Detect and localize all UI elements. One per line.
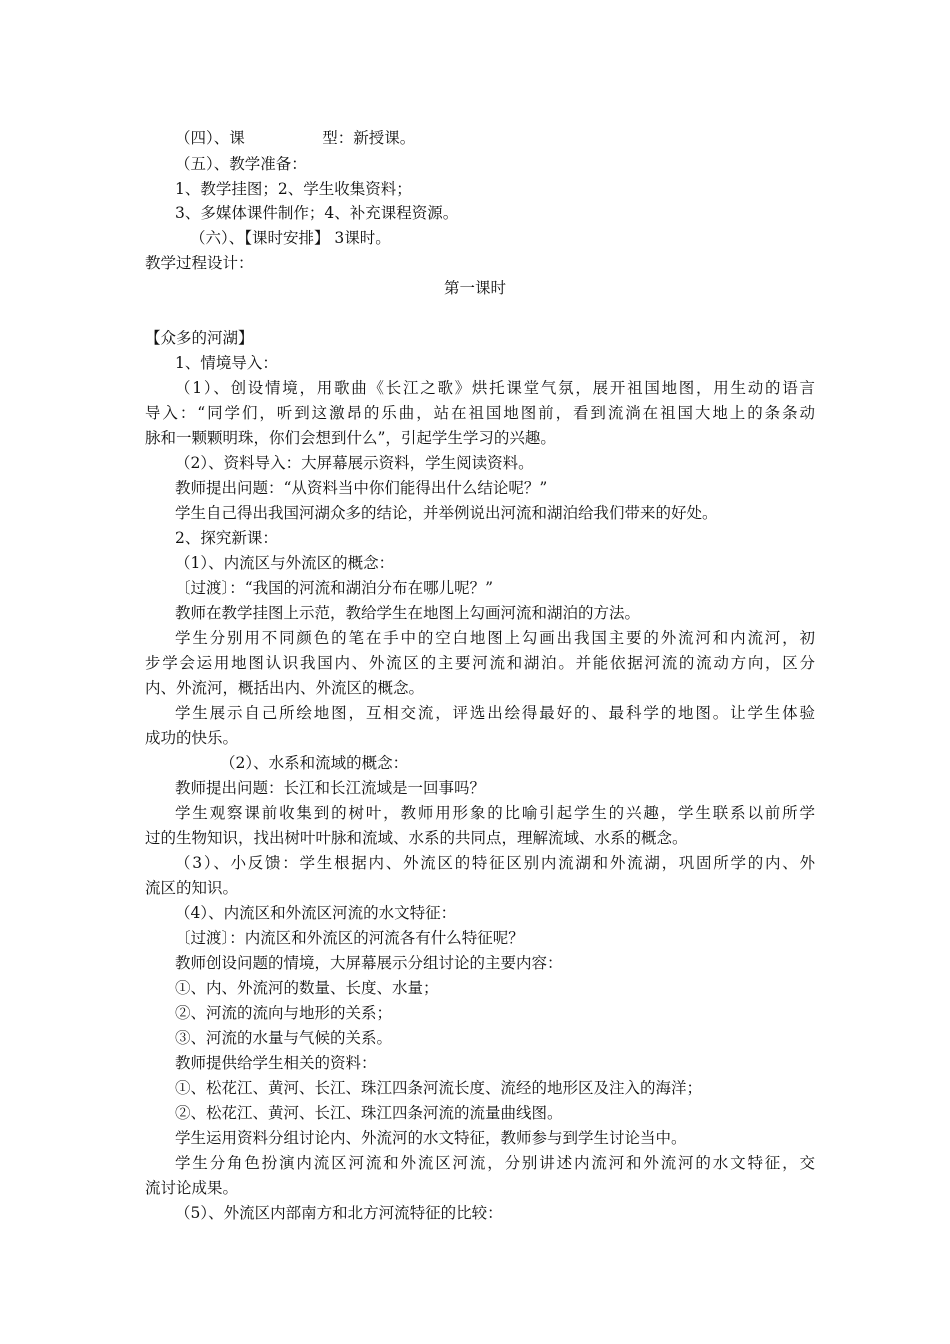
subheading: （5）、外流区内部南方和北方河流特征的比较：	[175, 1204, 503, 1222]
step-1-heading: 1、情境导入：	[175, 354, 278, 372]
paragraph-line: （3）、小反馈：学生根据内、外流区的特征区别内流湖和外流湖，巩固所学的内、外	[175, 854, 815, 872]
paragraph-line: 成功的快乐。	[145, 729, 239, 747]
paragraph-line: （2）、资料导入：大屏幕展示资料，学生阅读资料。	[175, 454, 534, 472]
paragraph-line: 流区的知识。	[145, 879, 239, 897]
lesson-title: 第一课时	[443, 279, 506, 297]
list-item: ②、松花江、黄河、长江、珠江四条河流的流量曲线图。	[175, 1104, 563, 1122]
paragraph-line: 学生自己得出我国河湖众多的结论，并举例说出河流和湖泊给我们带来的好处。	[175, 504, 718, 522]
paragraph-line: 〔过渡〕：“我国的河流和湖泊分布在哪儿呢？”	[175, 579, 494, 597]
paragraph-line: 导入：“同学们，听到这激昂的乐曲，站在祖国地图前，看到流淌在祖国大地上的条条动	[145, 404, 815, 422]
section-title: 【众多的河湖】	[145, 329, 254, 347]
paragraph-line: 学生展示自己所绘地图，互相交流，评选出绘得最好的、最科学的地图。让学生体验	[175, 704, 815, 722]
list-item: ①、松花江、黄河、长江、珠江四条河流长度、流经的地形区及注入的海洋；	[175, 1079, 703, 1097]
subheading: （4）、内流区和外流区河流的水文特征：	[175, 904, 457, 922]
list-item: ①、内、外流河的数量、长度、水量；	[175, 979, 439, 997]
step-2-heading: 2、探究新课：	[175, 529, 278, 547]
paragraph-line: 学生分别用不同颜色的笔在手中的空白地图上勾画出我国主要的外流河和内流河，初	[175, 629, 815, 647]
subheading: （2）、水系和流域的概念：	[220, 754, 409, 772]
paragraph-line: 流讨论成果。	[145, 1179, 239, 1197]
paragraph-line: 学生分角色扮演内流区河流和外流区河流，分别讲述内流河和外流河的水文特征，交	[175, 1154, 815, 1172]
paragraph-line: 学生运用资料分组讨论内、外流河的水文特征，教师参与到学生讨论当中。	[175, 1129, 687, 1147]
paragraph-line: 步学会运用地图认识我国内、外流区的主要河流和湖泊。并能依据河流的流动方向，区分	[145, 654, 815, 672]
paragraph-line: 脉和一颗颗明珠，你们会想到什么”，引起学生学习的兴趣。	[145, 429, 556, 447]
paragraph-line: （1）、创设情境，用歌曲《长江之歌》烘托课堂气氛，展开祖国地图，用生动的语言	[175, 379, 815, 397]
paragraph-line: 内、外流河，概括出内、外流区的概念。	[145, 679, 425, 697]
paragraph-line: 教师提出问题：“从资料当中你们能得出什么结论呢？”	[175, 479, 548, 497]
paragraph-line: 过的生物知识，找出树叶叶脉和流域、水系的共同点，理解流域、水系的概念。	[145, 829, 688, 847]
list-item: ③、河流的水量与气候的关系。	[175, 1029, 393, 1047]
course-type-line: （四）、课 型：新授课。	[175, 129, 416, 147]
schedule-line: （六）、【课时安排】 3课时。	[190, 229, 391, 247]
paragraph-line: 教师创设问题的情境，大屏幕展示分组讨论的主要内容：	[175, 954, 563, 972]
teaching-prep-heading: （五）、教学准备：	[175, 155, 307, 173]
teaching-prep-item-2: 3、多媒体课件制作；4、补充课程资源。	[175, 204, 459, 222]
subheading: （1）、内流区与外流区的概念：	[175, 554, 395, 572]
list-item: ②、河流的流向与地形的关系；	[175, 1004, 393, 1022]
paragraph-line: 教师提出问题：长江和长江流域是一回事吗？	[175, 779, 486, 797]
paragraph-line: 教师提供给学生相关的资料：	[175, 1054, 377, 1072]
process-heading: 教学过程设计：	[145, 254, 254, 272]
teaching-prep-item-1: 1、教学挂图；2、学生收集资料；	[175, 180, 412, 198]
paragraph-line: 学生观察课前收集到的树叶，教师用形象的比喻引起学生的兴趣，学生联系以前所学	[175, 804, 815, 822]
paragraph-line: 〔过渡〕：内流区和外流区的河流各有什么特征呢？	[175, 929, 524, 947]
paragraph-line: 教师在教学挂图上示范，教给学生在地图上勾画河流和湖泊的方法。	[175, 604, 641, 622]
